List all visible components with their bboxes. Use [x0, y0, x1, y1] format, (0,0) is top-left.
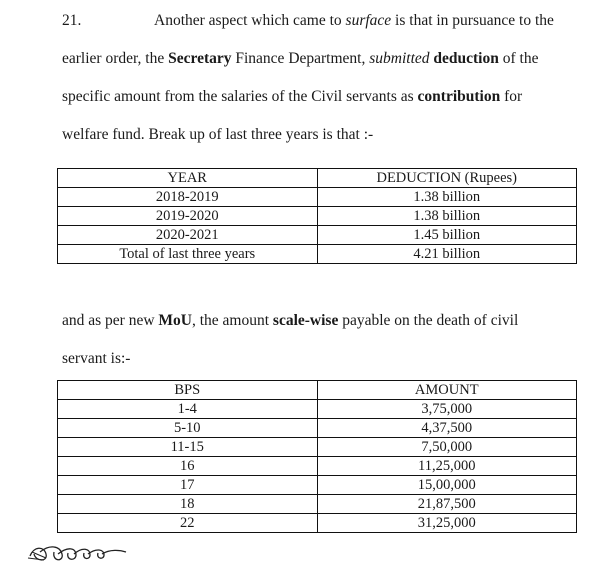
year-cell: 2020-2021	[58, 226, 318, 245]
handwritten-initials	[26, 542, 136, 564]
header-deduction: DEDUCTION (Rupees)	[317, 169, 577, 188]
header-bps: BPS	[58, 381, 318, 400]
p2-line1-d: scale-wise	[272, 312, 339, 329]
bps-cell: 16	[58, 457, 318, 476]
deduction-cell: 1.38 billion	[317, 188, 577, 207]
year-cell: 2019-2020	[58, 207, 318, 226]
table-row	[58, 514, 577, 533]
bps-cell: 17	[58, 476, 318, 495]
p1-line2-g: of the	[498, 50, 539, 67]
table-row	[58, 457, 577, 476]
p2-line1-c: , the amount	[191, 312, 273, 329]
paragraph-number: 21.	[62, 12, 82, 29]
bps-cell: 5-10	[58, 419, 318, 438]
p2-line1-b: MoU	[158, 312, 192, 329]
amount-cell: 21,87,500	[317, 495, 577, 514]
deduction-cell: 1.45 billion	[317, 226, 577, 245]
p1-line2-f: deduction	[433, 50, 499, 67]
p1-line2-c: Finance Department,	[231, 50, 370, 67]
paragraph-21	[62, 2, 572, 154]
p1-line2-b: Secretary	[168, 50, 232, 67]
p2-line1-e: payable on the death of civil	[338, 312, 519, 329]
bps-amount-table	[57, 380, 577, 533]
table-row	[58, 400, 577, 419]
p2-line1-a: and as per new	[62, 312, 159, 329]
table-row	[58, 419, 577, 438]
paragraph-mou	[62, 302, 572, 378]
p2-line2: servant is:-	[62, 350, 131, 367]
table-header-row	[58, 381, 577, 400]
table-header-row	[58, 169, 577, 188]
p1-line2-d: submitted	[369, 50, 430, 67]
bps-cell: 11-15	[58, 438, 318, 457]
p1-line1-a: Another aspect which came to	[154, 12, 346, 29]
header-amount: AMOUNT	[317, 381, 577, 400]
header-year: YEAR	[58, 169, 318, 188]
table-row	[58, 188, 577, 207]
amount-cell: 7,50,000	[317, 438, 577, 457]
bps-cell: 1-4	[58, 400, 318, 419]
p1-line1-b: surface	[345, 12, 392, 29]
bps-cell: 18	[58, 495, 318, 514]
amount-cell: 31,25,000	[317, 514, 577, 533]
p1-line3-a: specific amount from the salaries of the Civil servants as	[62, 88, 418, 105]
p1-line1-c: is that in pursuance to the	[391, 12, 554, 29]
bps-cell: 22	[58, 514, 318, 533]
table-row	[58, 495, 577, 514]
year-cell: 2018-2019	[58, 188, 318, 207]
amount-cell: 15,00,000	[317, 476, 577, 495]
p1-line2-a: earlier order, the	[62, 50, 169, 67]
p1-line4: welfare fund. Break up of last three years is that :-	[62, 126, 374, 143]
table-row	[58, 207, 577, 226]
amount-cell: 4,37,500	[317, 419, 577, 438]
amount-cell: 11,25,000	[317, 457, 577, 476]
table-row-total	[58, 245, 577, 264]
p1-line3-c: for	[500, 88, 523, 105]
table-row	[58, 476, 577, 495]
total-label-cell: Total of last three years	[58, 245, 318, 264]
amount-cell: 3,75,000	[317, 400, 577, 419]
table-row	[58, 438, 577, 457]
deduction-table	[57, 168, 577, 264]
deduction-cell: 1.38 billion	[317, 207, 577, 226]
total-value-cell: 4.21 billion	[317, 245, 577, 264]
table-row	[58, 226, 577, 245]
p1-line3-b: contribution	[417, 88, 501, 105]
